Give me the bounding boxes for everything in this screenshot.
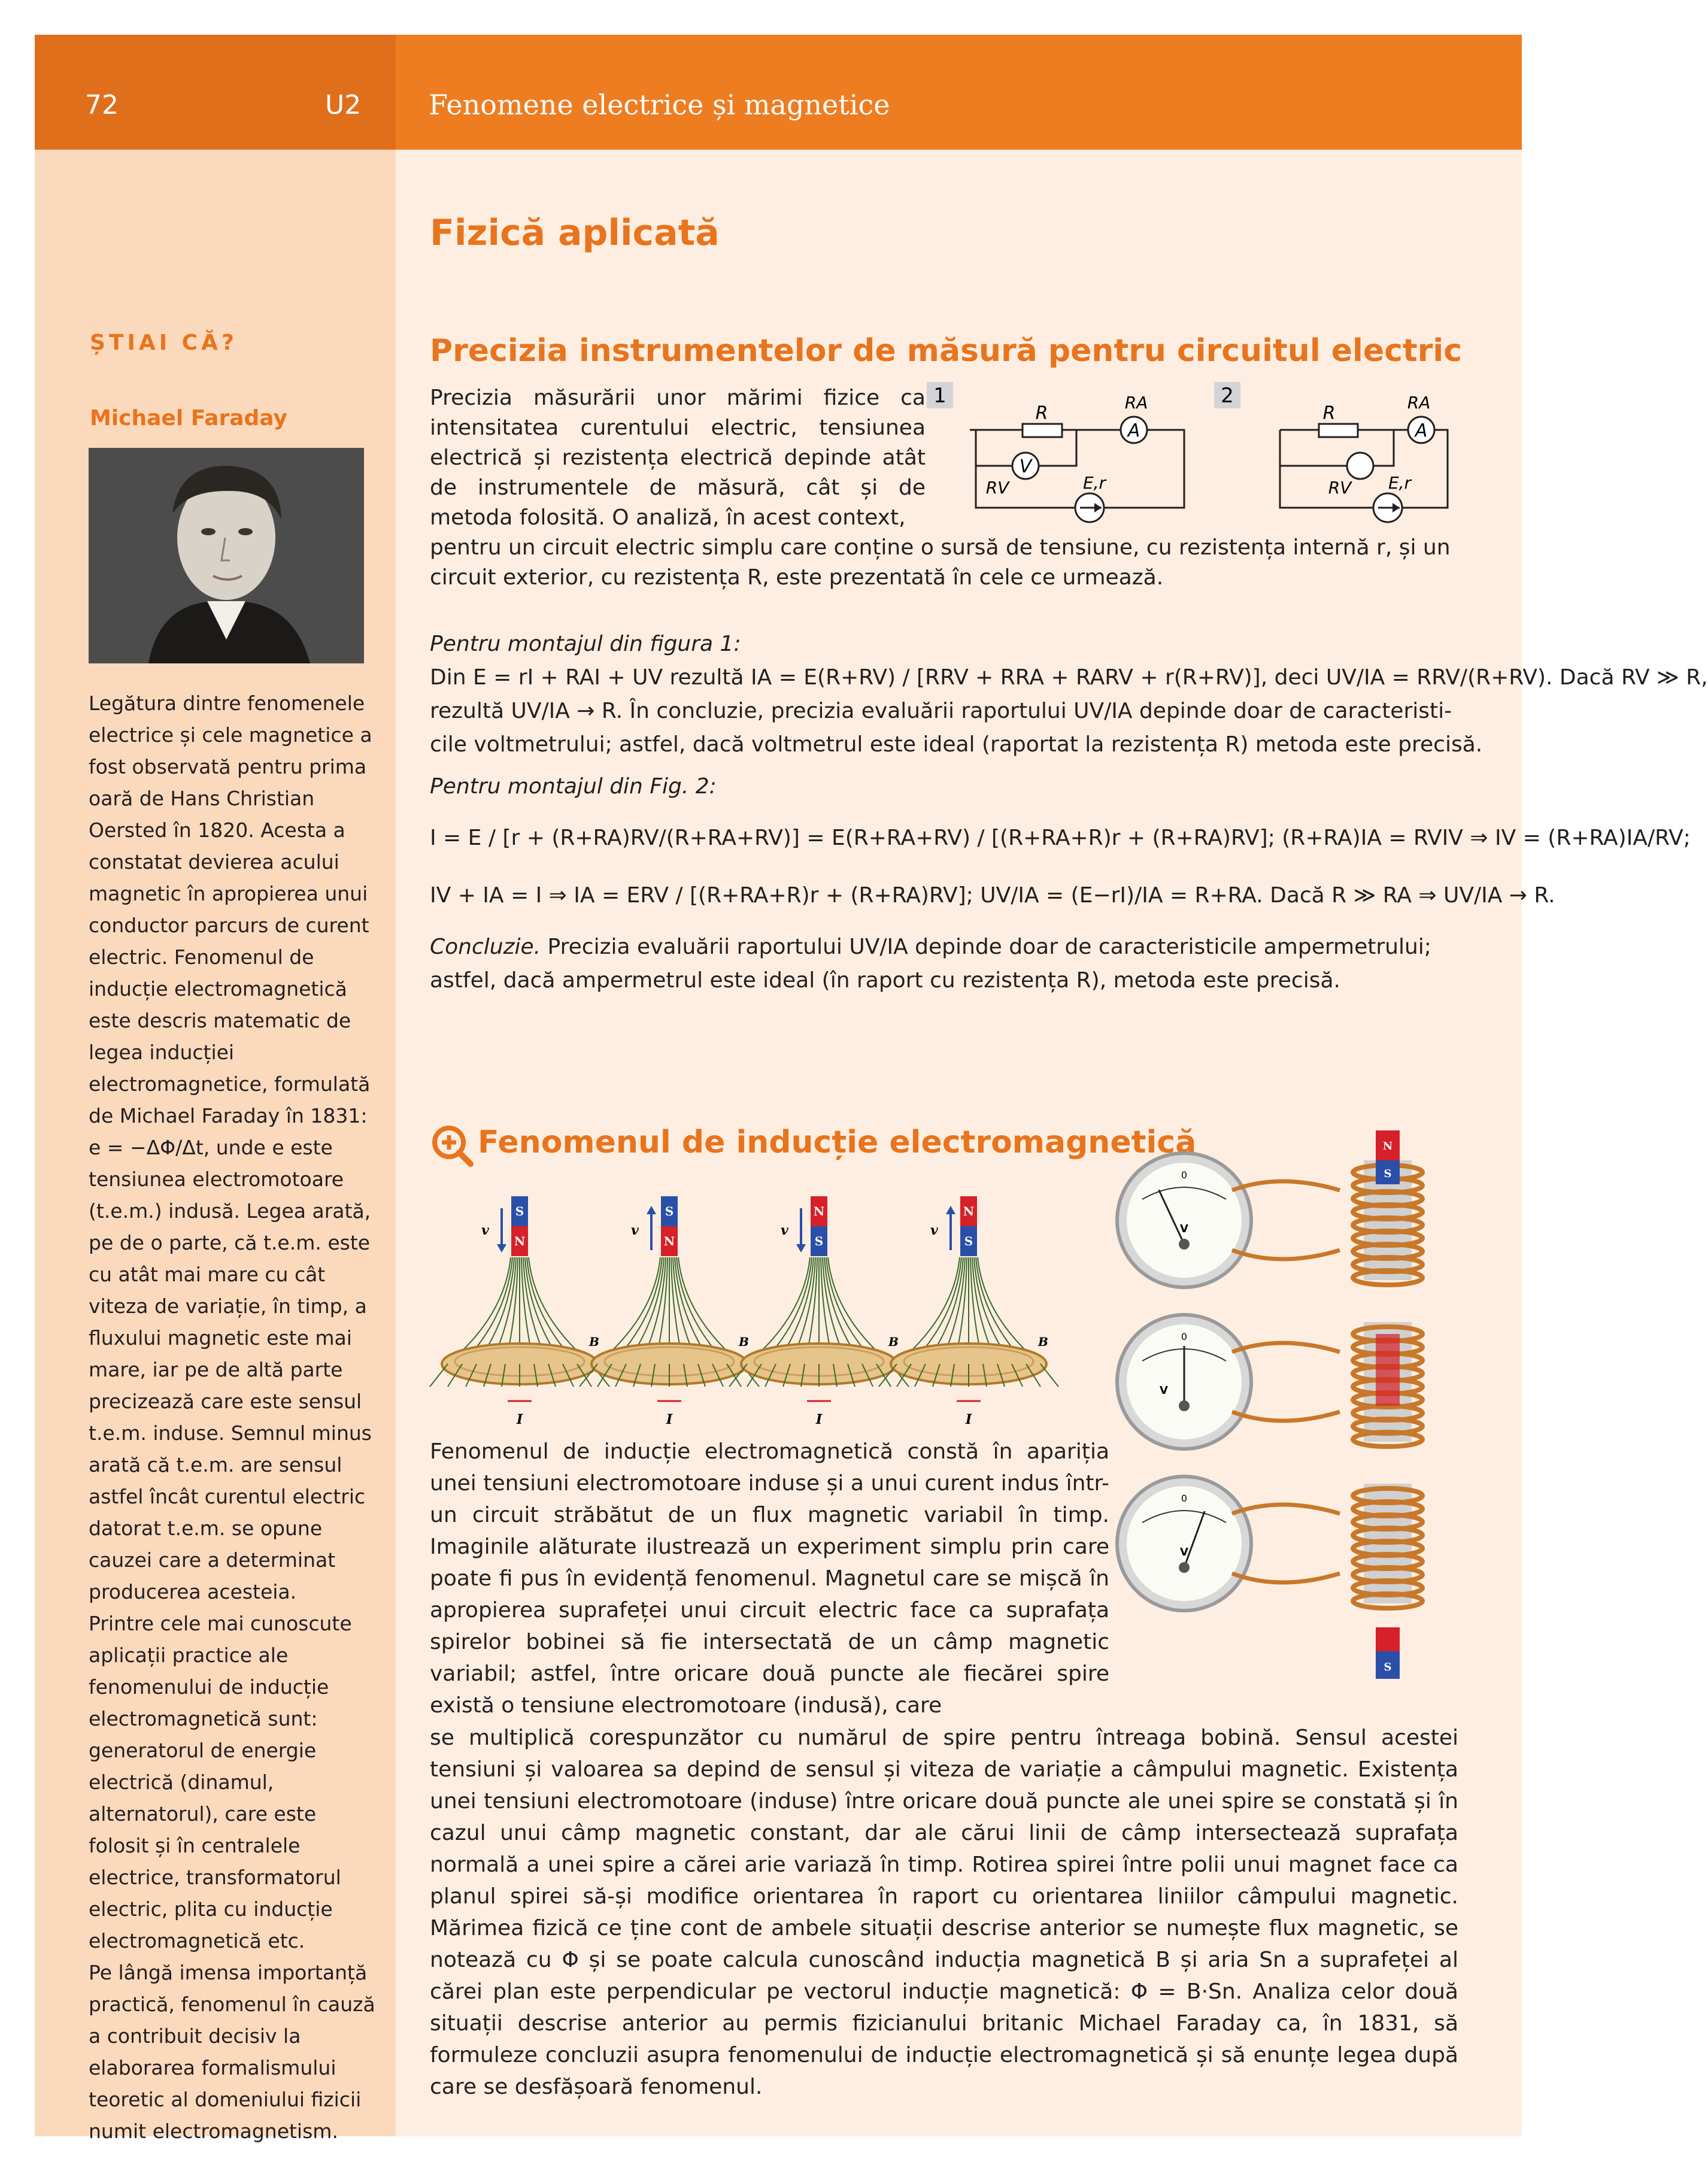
magnet-bottom-north	[1376, 1627, 1400, 1651]
page-header	[35, 35, 1522, 150]
conclusion-text-2: astfel, dacă ampermetrul este ideal (în raport cu rezistența R), metoda este precisă.	[430, 968, 1340, 993]
montage-1-formula: Din E = rI + RAI + UV rezultă IA = E(R+RV) / [RRV + RRA + RARV + r(R+RV)], deci UV/IA = RRV/(R+RV). Dacă RV ≫ R,	[430, 665, 1708, 690]
label-RV-2: RV	[1328, 478, 1352, 498]
current-label: I	[516, 1412, 523, 1427]
meter-unit: V	[1160, 1384, 1168, 1397]
sidebar-paragraph: Legătura dintre fenomenele electrice și cele magnetice a fost observată pentru prima oară de Hans Christian Oersted în 1820. Acesta a constatat devierea acului magnetic în apropierea unui conductor parcurs de curent electric. Fenomenul de inducție electromagnetică este descris matematic de legea inducției electromagnetice, formulată de Michael Faraday în 1831: e = −ΔΦ/Δt, unde e este tensiunea electromotoare (t.e.m.) indusă. Legea arată, pe de o parte, că t.e.m. este cu atât mai mare cu cât viteza de variație, în timp, a fluxului magnetic este mai mare, iar pe de altă parte precizează care este sensul t.e.m. induse. Semnul minus arată că t.e.m. are sensul astfel încât curentul electric datorat t.e.m. se opune cauzei care a determinat producerea acesteia.	[89, 692, 372, 1603]
label-Er: E,r	[1082, 473, 1106, 493]
velocity-label: v	[781, 1223, 788, 1238]
figure-1-number: 1	[933, 384, 946, 408]
label-RV: RV	[985, 478, 1009, 498]
magnet-coil-figure	[729, 1196, 909, 1427]
field-line-tail	[1040, 1364, 1058, 1387]
velocity-arrow-head	[497, 1244, 506, 1253]
montage-2-title: Pentru montajul din Fig. 2:	[430, 774, 717, 799]
field-B-label: B	[888, 1335, 899, 1349]
velocity-label: v	[930, 1223, 938, 1238]
label-RA: RA	[1124, 393, 1148, 413]
conclusion-line	[430, 930, 1460, 964]
montage-1-title: Pentru montajul din figura 1:	[430, 632, 741, 656]
galvanometer-coil	[1117, 1476, 1422, 1611]
velocity-label: v	[631, 1223, 639, 1238]
conclusion-text: Precizia evaluării raportului UV/IA depinde doar de caracteristicile ampermetrului;	[547, 935, 1431, 959]
pole-label: N	[1382, 1140, 1393, 1153]
circuit-diagrams	[927, 382, 1466, 538]
faraday-portrait	[89, 448, 364, 663]
section-title: Fizică aplicată	[430, 212, 720, 254]
sidebar-paragraph: Printre cele mai cunoscute aplicații practice ale fenomenului de inducție electromagnetică sunt: generatorul de energie electrică (dinamul, alternatorul), care este folosit și în centralele electrice, transformatorul electric, plita cu inducție electromagnetică etc.	[89, 1612, 352, 1952]
magnet-coil-figure	[430, 1196, 609, 1427]
pole-label: N	[963, 1204, 975, 1218]
scale-zero: 0	[1181, 1169, 1188, 1181]
pole-label: S	[1384, 1661, 1392, 1673]
induction-title: Fenomenul de inducție electromagnetică	[478, 1124, 1197, 1160]
sidebar-name: Michael Faraday	[90, 406, 287, 430]
ammeter-label-2: A	[1415, 420, 1428, 441]
montage-1-result: rezultă UV/IA → R. În concluzie, precizia evaluării raportului UV/IA depinde doar de caracteristi-	[430, 699, 1452, 723]
magnet-coil-figure	[580, 1196, 759, 1427]
pole-label: S	[814, 1234, 824, 1248]
ammeter-label: A	[1127, 420, 1140, 441]
sidebar-text	[89, 687, 376, 2147]
montage-2-formula-2: IV + IA = I ⇒ IA = ERV / [(R+RA+R)r + (R+RA)RV]; UV/IA = (E−rI)/IA = R+RA. Dacă R ≫ RA ⇒ UV/IA → R.	[430, 883, 1555, 908]
pole-label: S	[665, 1204, 674, 1218]
needle-pivot	[1179, 1562, 1190, 1573]
meter-unit: V	[1180, 1223, 1188, 1235]
magnet-coil-figure	[879, 1196, 1058, 1427]
field-line-tail	[430, 1364, 448, 1387]
galvanometer-coil	[1117, 1315, 1422, 1449]
pole-label: S	[515, 1204, 524, 1218]
label-R: R	[1035, 403, 1048, 424]
page	[35, 35, 1708, 2143]
sidebar-paragraph: Pe lângă imensa importanță practică, fenomenul în cauză a contribuit decisiv la elaborarea formalismului teoretic al domeniului fizicii numit electromagnetism.	[89, 1961, 375, 2143]
page-number: 72	[85, 90, 119, 120]
precision-intro-continued: pentru un circuit electric simplu care conține o sursă de tensiune, cu rezistența internă r, și un circuit exterior, cu rezistența R, este prezentată în cele ce urmează.	[430, 535, 1451, 590]
current-label: I	[815, 1412, 823, 1427]
formula-block	[430, 627, 1708, 997]
needle-pivot	[1179, 1239, 1190, 1250]
zoom-plus-icon	[430, 1123, 474, 1168]
velocity-arrow-head	[946, 1206, 955, 1214]
scale-zero: 0	[1181, 1331, 1188, 1342]
velocity-label: v	[481, 1223, 489, 1238]
figure-2-number: 2	[1221, 384, 1234, 408]
magnet-field-illustration	[454, 1184, 1112, 1436]
galvanometer-coil-illustration	[1112, 1130, 1472, 1681]
pole-label: S	[1384, 1168, 1392, 1180]
pole-label: N	[663, 1234, 675, 1248]
label-R-2: R	[1322, 403, 1336, 424]
montage-2-formula-1: I = E / [r + (R+RA)RV/(R+RA+RV)] = E(R+RA+RV) / [(R+RA+R)r + (R+RA)RV]; (R+RA)IA = RVIV ⇒ IV = (R+RA)IA/RV;	[430, 826, 1691, 850]
velocity-arrow-head	[796, 1244, 806, 1253]
needle-pivot	[1179, 1400, 1190, 1411]
montage-1-conclusion: cile voltmetrului; astfel, dacă voltmetrul este ideal (raportat la rezistența R) metoda este precisă.	[430, 732, 1483, 757]
field-B-label: B	[739, 1335, 749, 1349]
current-label: I	[965, 1412, 972, 1427]
scale-zero: 0	[1181, 1493, 1188, 1504]
unit-label: U2	[325, 90, 362, 120]
pole-label: S	[964, 1234, 973, 1248]
precision-title: Precizia instrumentelor de măsură pentru circuitul electric	[430, 333, 1463, 369]
current-label: I	[666, 1412, 673, 1427]
field-B-label: B	[589, 1335, 599, 1349]
precision-intro: Precizia măsurării unor mărimi fizice ca intensitatea curentului electric, tensiunea electrică și rezistența electrică depinde atât de instrumentele de măsură, cât și de metoda folosită. O analiză, în acest context,	[430, 386, 926, 530]
induction-paragraph-2: se multiplică corespunzător cu numărul de spire pentru întreaga bobină. Sensul acestei tensiuni și valoarea sa depind de sensul și viteza de variație a câmpului magnetic. Existența unei tensiuni electromotoare (induse) între oricare două puncte ale unei spire se constată și în cazul unui câmp magnetic constant, dar ale cărui linii de câmp intersectează suprafața normală a unei spire a cărei arie variază în timp. Rotirea spirei între polii unui magnet face ca planul spirei să-și modifice orientarea în raport cu orientarea liniilor câmpului magnetic. Mărimea fizică ce ține cont de ambele situații descrise anterior se numește flux magnetic, se notează cu Φ și se poate calcula cunoscând inducția magnetică B și aria Sn a suprafeței al cărei plan este perpendicular pe vectorul inducție magnetică: Φ = B·Sn. Analiza celor două situații descrise anterior au permis fizicianului britanic Michael Faraday ca, în 1831, să formuleze concluzii asupra fenomenului de inducție electromagnetică și să enunțe legea după care se desfășoară fenomenul.	[430, 1726, 1458, 2099]
conclusion-label: Concluzie.	[430, 935, 541, 959]
chapter-title: Fenomene electrice și magnetice	[429, 89, 890, 121]
velocity-arrow-head	[647, 1206, 656, 1214]
label-RA-2: RA	[1407, 393, 1431, 413]
field-B-label: B	[1038, 1335, 1048, 1349]
meter-unit: V	[1180, 1546, 1188, 1558]
pole-label: N	[813, 1204, 825, 1218]
pole-label: N	[514, 1234, 526, 1248]
sidebar-label: ȘTIAI CĂ?	[90, 330, 238, 355]
magnet-inside-coil	[1376, 1334, 1400, 1406]
voltmeter-label: V	[1019, 456, 1032, 477]
label-Er-2: E,r	[1388, 473, 1412, 493]
induction-paragraph-1: Fenomenul de inducție electromagnetică constă în apariția unei tensiuni electromotoare induse și a unui curent indus într-un circuit străbătut de un flux magnetic variabil în timp. Imaginile alăturate ilustrează un experiment simplu prin care poate fi pus în evidență fenomenul. Magnetul care se mișcă în apropierea suprafeței unui circuit electric face ca suprafața spirelor bobinei să fie intersectată de un câmp magnetic variabil; astfel, între oricare două puncte ale fiecărei spire există o tensiune electromotoare (indusă), care	[430, 1439, 1109, 1718]
